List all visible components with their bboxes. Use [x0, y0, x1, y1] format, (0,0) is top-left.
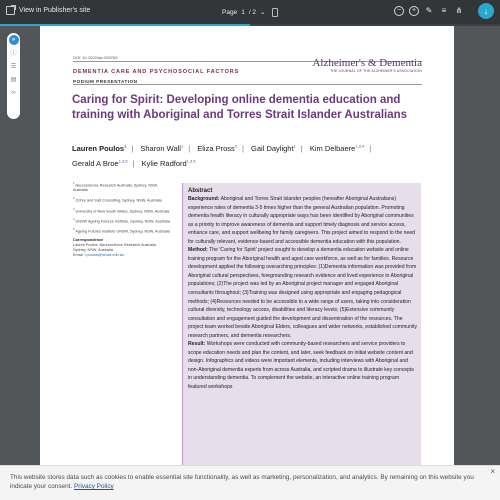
privacy-policy-link[interactable]: Privacy Policy: [73, 483, 114, 490]
author-list: Lauren Poulos$^1$ | Sharon Wall$^1$ | Eliza Pross$^2$ | Gail Daylight$^1$ | Kim Delbaere$^{1,3,4}$ | Gerald A Broe$^{1,3,5}$ | Kylie Radford$^{1,3,5}$: [72, 143, 372, 168]
author: Lauren Poulos$^1$: [72, 143, 127, 153]
correspondence-heading: Correspondence: [73, 237, 104, 242]
page-total: / 2: [248, 8, 257, 16]
highlight-icon[interactable]: ✎: [425, 6, 433, 15]
document-icon[interactable]: ▤: [10, 77, 17, 83]
affiliation: $^2$ Ochre and Salt Consulting, Sydney, NSW, Australia: [73, 197, 162, 203]
view-in-publisher-label: View in Publisher's site: [19, 7, 91, 14]
tool-rail: [7, 33, 20, 119]
section-label: DEMENTIA CARE AND PSYCHOSOCIAL FACTORS: [73, 69, 240, 75]
abstract-box: [182, 183, 421, 500]
sliders-icon[interactable]: ≡: [441, 6, 447, 15]
page-view-icon[interactable]: [272, 8, 278, 17]
view-in-publisher-button[interactable]: [6, 6, 90, 15]
cookie-text: This website stores data such as cookies to enable essential site functionality, as well as marketing, personalization, and analytics. By remaining on this website you indicate your consent. Privacy Policy: [10, 474, 474, 490]
link-icon[interactable]: ∞: [11, 90, 16, 96]
doi: DOI: 10.1002/alz.053769: [73, 55, 118, 60]
chevron-down-icon[interactable]: ⌄: [260, 9, 266, 16]
viewer-toolbar: [0, 0, 500, 26]
affiliation: $^1$ Neuroscience Research Australia, Sydney, NSW, Australia: [73, 182, 158, 193]
expand-button[interactable]: [9, 35, 19, 45]
page-current-input[interactable]: 1: [241, 8, 245, 16]
paper-title: Caring for Spirit: Developing online dementia education and training with Aboriginal and Torres Strait Islander Australians: [72, 94, 408, 121]
zoom-out-icon[interactable]: −: [394, 6, 404, 16]
download-button[interactable]: [478, 3, 494, 19]
abstract-background: Background: Aboriginal and Torres Strait Islander peoples (hereafter Aboriginal Australians) experience rates of dementia 3-5 times higher than the general Australian population. Promoting dementia health literacy in culturally appropriate ways has been identified by Aboriginal communities as a priority to improve awareness of dementia and support timely diagnosis and service access, enhance care, and support wellbeing for family caregivers. This project aimed to respond to the need for culturally relevant, evidence-based and accessible dementia education with this population.: [188, 196, 415, 245]
affiliation: $^5$ Ageing Futures Institute UNSW, Sydney, NSW, Australia: [73, 228, 170, 234]
cookie-banner: [0, 465, 500, 500]
correspondence: [73, 238, 171, 259]
list-icon[interactable]: ☰: [10, 64, 17, 70]
external-link-icon: [6, 6, 15, 15]
affiliations: [73, 181, 171, 258]
zoom-in-icon[interactable]: +: [409, 6, 419, 16]
toolbar-actions: [394, 6, 464, 16]
abstract-heading: Abstract: [188, 188, 213, 194]
page-indicator: [222, 8, 266, 16]
affiliation: $^3$ University of New South Wales, Sydney, NSW, Australia: [73, 207, 170, 213]
close-icon[interactable]: ×: [490, 467, 495, 476]
author: Sharon Wall$^1$: [140, 143, 184, 153]
pdf-page: [40, 26, 454, 500]
email-link[interactable]: l.poulos@neura.edu.au: [84, 253, 124, 258]
author: Eliza Pross$^2$: [197, 143, 237, 153]
author: Kylie Radford$^{1,3,5}$: [141, 158, 196, 168]
expand-icon: »: [11, 37, 16, 43]
journal-logo: [312, 57, 422, 73]
author: Gail Daylight$^1$: [251, 143, 296, 153]
subsection-label: PODIUM PRESENTATION: [73, 79, 138, 84]
download-icon: ↓: [483, 6, 489, 16]
abstract-result: Result: Workshops were conducted with community-based researchers and service providers to scope education needs and plan the content, and later, seek feedback on initial website content and design. Infographics and videos were important elements, including interviews with Aboriginal and non-Aboriginal dementia experts from across Australia, and scripted drama to illustrate key concepts in understanding dementia. To complement the website, an interactive online training program featured workshops: [188, 341, 414, 391]
share-icon[interactable]: ⋔: [455, 6, 463, 15]
journal-name: Alzheimer's & Dementia: [312, 57, 422, 69]
author: Gerald A Broe$^{1,3,5}$: [72, 158, 128, 168]
email-label: Email:: [73, 253, 84, 258]
journal-tagline: THE JOURNAL OF THE ALZHEIMER'S ASSOCIATION: [330, 69, 422, 73]
page-label: Page: [222, 8, 238, 16]
info-icon[interactable]: ⓘ: [10, 51, 17, 57]
correspondence-body: Lauren Poulos, Neuroscience Research Australia, Sydney, NSW, Australia.: [73, 242, 157, 252]
abstract-method: Method: The 'Caring for Spirit' project sought to develop a dementia education website and online training program for the Aboriginal health and aged care workforce, as well as for families. Resource development applied the following overarching principles: (1)Dementia information was provided from Aboriginal cultural perspectives, foregrounding research evidence and lived experience in Aboriginal populations; (2)The project was led by an Aboriginal project manager and engaged Aboriginal consultants throughout; (3)Training was designed using appropriate and engaging pedagogical methods; (4)Resources needed to be accessible to a wide range of users, taking into consideration cultural diversity, technology access, disabilities and literacy levels; (5)Extensive community consultation and engagement guided the development and dissemination of the resources. The project team worked beside Aboriginal Elders, colleagues and wider networks, established community research partners, and dementia researchers.: [188, 247, 418, 339]
author: Kim Delbaere$^{1,3,4}$: [309, 143, 365, 153]
affiliation: $^4$ UNSW Ageing Futures Institute, Sydney, NSW, Australia: [73, 218, 170, 224]
header-rule-bottom: [73, 84, 422, 85]
